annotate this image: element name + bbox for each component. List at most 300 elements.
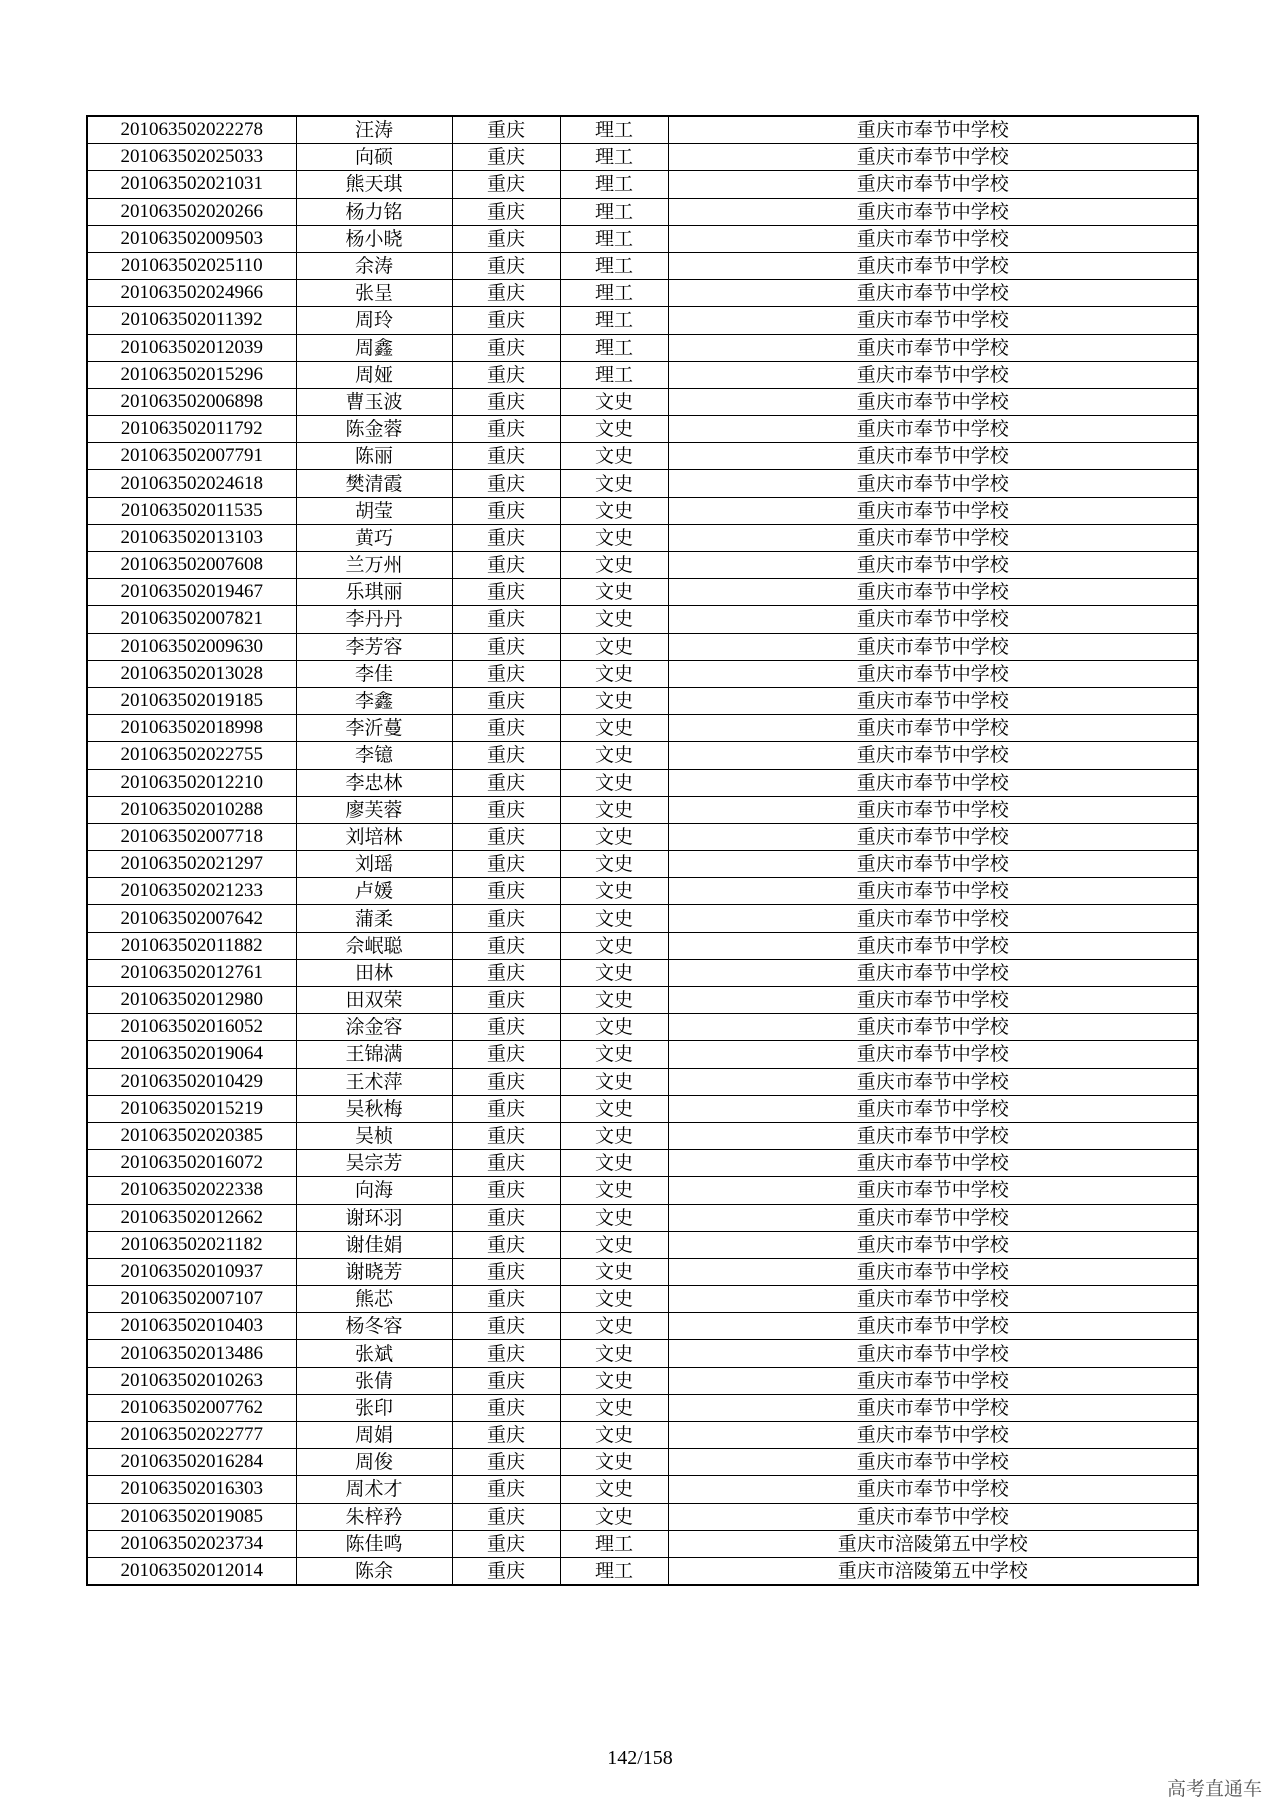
region-cell: 重庆 (452, 1557, 560, 1585)
candidate-id-cell: 201063502015296 (87, 361, 296, 388)
track-cell: 文史 (560, 552, 668, 579)
region-cell: 重庆 (452, 497, 560, 524)
candidate-id-cell: 201063502016052 (87, 1014, 296, 1041)
region-cell: 重庆 (452, 633, 560, 660)
track-cell: 文史 (560, 715, 668, 742)
region-cell: 重庆 (452, 443, 560, 470)
candidate-id-cell: 201063502007107 (87, 1286, 296, 1313)
region-cell: 重庆 (452, 416, 560, 443)
track-cell: 文史 (560, 1014, 668, 1041)
region-cell: 重庆 (452, 1150, 560, 1177)
candidate-id-cell: 201063502007762 (87, 1394, 296, 1421)
school-cell: 重庆市奉节中学校 (668, 1177, 1198, 1204)
track-cell: 文史 (560, 416, 668, 443)
track-cell: 文史 (560, 1367, 668, 1394)
school-cell: 重庆市奉节中学校 (668, 796, 1198, 823)
school-cell: 重庆市奉节中学校 (668, 1122, 1198, 1149)
name-cell: 汪涛 (296, 116, 452, 144)
name-cell: 陈金蓉 (296, 416, 452, 443)
name-cell: 张呈 (296, 280, 452, 307)
table-row (87, 361, 1198, 388)
candidate-id-cell: 201063502012039 (87, 334, 296, 361)
candidate-id-cell: 201063502016303 (87, 1476, 296, 1503)
school-cell: 重庆市涪陵第五中学校 (668, 1557, 1198, 1585)
page-number: 142/158 (607, 1747, 673, 1769)
track-cell: 理工 (560, 280, 668, 307)
table-row (87, 1449, 1198, 1476)
track-cell: 文史 (560, 687, 668, 714)
name-cell: 涂金容 (296, 1014, 452, 1041)
table-row (87, 1177, 1198, 1204)
candidate-id-cell: 201063502022777 (87, 1422, 296, 1449)
school-cell: 重庆市奉节中学校 (668, 851, 1198, 878)
region-cell: 重庆 (452, 280, 560, 307)
region-cell: 重庆 (452, 1313, 560, 1340)
school-cell: 重庆市奉节中学校 (668, 878, 1198, 905)
candidate-id-cell: 201063502012980 (87, 987, 296, 1014)
region-cell: 重庆 (452, 1231, 560, 1258)
name-cell: 田双荣 (296, 987, 452, 1014)
name-cell: 杨力铭 (296, 198, 452, 225)
region-cell: 重庆 (452, 687, 560, 714)
track-cell: 文史 (560, 932, 668, 959)
track-cell: 文史 (560, 1150, 668, 1177)
table-row (87, 1286, 1198, 1313)
region-cell: 重庆 (452, 1394, 560, 1421)
school-cell: 重庆市奉节中学校 (668, 715, 1198, 742)
track-cell: 理工 (560, 198, 668, 225)
candidate-id-cell: 201063502012014 (87, 1557, 296, 1585)
table-row (87, 388, 1198, 415)
candidate-id-cell: 201063502007791 (87, 443, 296, 470)
track-cell: 文史 (560, 987, 668, 1014)
table-row (87, 1014, 1198, 1041)
region-cell: 重庆 (452, 171, 560, 198)
school-cell: 重庆市奉节中学校 (668, 1231, 1198, 1258)
candidate-id-cell: 201063502021297 (87, 851, 296, 878)
name-cell: 周娟 (296, 1422, 452, 1449)
candidate-id-cell: 201063502015219 (87, 1095, 296, 1122)
school-cell: 重庆市奉节中学校 (668, 416, 1198, 443)
track-cell: 文史 (560, 959, 668, 986)
track-cell: 文史 (560, 1286, 668, 1313)
track-cell: 文史 (560, 1503, 668, 1530)
candidate-id-cell: 201063502011392 (87, 307, 296, 334)
name-cell: 李沂蔓 (296, 715, 452, 742)
candidate-id-cell: 201063502022755 (87, 742, 296, 769)
school-cell: 重庆市奉节中学校 (668, 606, 1198, 633)
name-cell: 张印 (296, 1394, 452, 1421)
name-cell: 张倩 (296, 1367, 452, 1394)
candidate-id-cell: 201063502021233 (87, 878, 296, 905)
candidate-id-cell: 201063502020385 (87, 1122, 296, 1149)
track-cell: 文史 (560, 579, 668, 606)
candidate-id-cell: 201063502012761 (87, 959, 296, 986)
name-cell: 廖芙蓉 (296, 796, 452, 823)
candidate-id-cell: 201063502019467 (87, 579, 296, 606)
school-cell: 重庆市奉节中学校 (668, 307, 1198, 334)
name-cell: 刘瑶 (296, 851, 452, 878)
school-cell: 重庆市奉节中学校 (668, 388, 1198, 415)
name-cell: 向硕 (296, 144, 452, 171)
table-row (87, 307, 1198, 334)
region-cell: 重庆 (452, 823, 560, 850)
school-cell: 重庆市奉节中学校 (668, 1095, 1198, 1122)
track-cell: 文史 (560, 905, 668, 932)
school-cell: 重庆市奉节中学校 (668, 959, 1198, 986)
name-cell: 杨冬容 (296, 1313, 452, 1340)
school-cell: 重庆市奉节中学校 (668, 987, 1198, 1014)
table-row (87, 1122, 1198, 1149)
region-cell: 重庆 (452, 334, 560, 361)
track-cell: 文史 (560, 1177, 668, 1204)
table-row (87, 280, 1198, 307)
name-cell: 谢佳娟 (296, 1231, 452, 1258)
region-cell: 重庆 (452, 524, 560, 551)
track-cell: 文史 (560, 823, 668, 850)
name-cell: 胡莹 (296, 497, 452, 524)
table-row (87, 1231, 1198, 1258)
table-row (87, 1068, 1198, 1095)
region-cell: 重庆 (452, 388, 560, 415)
watermark: 高考直通车 (1166, 1778, 1262, 1800)
track-cell: 文史 (560, 1449, 668, 1476)
candidate-id-cell: 201063502010937 (87, 1258, 296, 1285)
candidate-id-cell: 201063502018998 (87, 715, 296, 742)
track-cell: 理工 (560, 252, 668, 279)
school-cell: 重庆市奉节中学校 (668, 171, 1198, 198)
table-row (87, 225, 1198, 252)
school-cell: 重庆市奉节中学校 (668, 687, 1198, 714)
name-cell: 李芳容 (296, 633, 452, 660)
track-cell: 理工 (560, 1530, 668, 1557)
track-cell: 理工 (560, 116, 668, 144)
table-row (87, 987, 1198, 1014)
table-row (87, 1530, 1198, 1557)
candidate-id-cell: 201063502025033 (87, 144, 296, 171)
school-cell: 重庆市奉节中学校 (668, 144, 1198, 171)
region-cell: 重庆 (452, 851, 560, 878)
name-cell: 李镱 (296, 742, 452, 769)
candidate-id-cell: 201063502011792 (87, 416, 296, 443)
school-cell: 重庆市奉节中学校 (668, 1014, 1198, 1041)
region-cell: 重庆 (452, 470, 560, 497)
table-row (87, 579, 1198, 606)
region-cell: 重庆 (452, 116, 560, 144)
track-cell: 文史 (560, 524, 668, 551)
track-cell: 文史 (560, 388, 668, 415)
candidate-id-cell: 201063502019185 (87, 687, 296, 714)
region-cell: 重庆 (452, 878, 560, 905)
table-body (87, 116, 1198, 1585)
school-cell: 重庆市奉节中学校 (668, 334, 1198, 361)
region-cell: 重庆 (452, 742, 560, 769)
school-cell: 重庆市奉节中学校 (668, 497, 1198, 524)
school-cell: 重庆市奉节中学校 (668, 1041, 1198, 1068)
table-row (87, 687, 1198, 714)
track-cell: 文史 (560, 1422, 668, 1449)
school-cell: 重庆市奉节中学校 (668, 116, 1198, 144)
name-cell: 陈余 (296, 1557, 452, 1585)
track-cell: 文史 (560, 1313, 668, 1340)
name-cell: 周玲 (296, 307, 452, 334)
table-row (87, 1394, 1198, 1421)
region-cell: 重庆 (452, 1367, 560, 1394)
table-row (87, 552, 1198, 579)
candidate-id-cell: 201063502022338 (87, 1177, 296, 1204)
region-cell: 重庆 (452, 144, 560, 171)
table-row (87, 1422, 1198, 1449)
school-cell: 重庆市奉节中学校 (668, 633, 1198, 660)
candidate-id-cell: 201063502007642 (87, 905, 296, 932)
region-cell: 重庆 (452, 1286, 560, 1313)
school-cell: 重庆市奉节中学校 (668, 225, 1198, 252)
candidate-id-cell: 201063502010288 (87, 796, 296, 823)
table-row (87, 416, 1198, 443)
candidate-id-cell: 201063502013028 (87, 660, 296, 687)
region-cell: 重庆 (452, 1503, 560, 1530)
table-row (87, 497, 1198, 524)
table-row (87, 1041, 1198, 1068)
school-cell: 重庆市奉节中学校 (668, 1449, 1198, 1476)
candidate-id-cell: 201063502010263 (87, 1367, 296, 1394)
name-cell: 樊清霞 (296, 470, 452, 497)
school-cell: 重庆市奉节中学校 (668, 1367, 1198, 1394)
table-row (87, 144, 1198, 171)
name-cell: 李鑫 (296, 687, 452, 714)
track-cell: 文史 (560, 606, 668, 633)
school-cell: 重庆市奉节中学校 (668, 742, 1198, 769)
candidate-id-cell: 201063502021182 (87, 1231, 296, 1258)
name-cell: 谢环羽 (296, 1204, 452, 1231)
school-cell: 重庆市奉节中学校 (668, 1340, 1198, 1367)
candidate-id-cell: 201063502019085 (87, 1503, 296, 1530)
school-cell: 重庆市奉节中学校 (668, 1150, 1198, 1177)
track-cell: 文史 (560, 769, 668, 796)
track-cell: 理工 (560, 361, 668, 388)
candidate-table (86, 115, 1199, 1586)
track-cell: 文史 (560, 633, 668, 660)
track-cell: 理工 (560, 307, 668, 334)
table-row (87, 742, 1198, 769)
region-cell: 重庆 (452, 1422, 560, 1449)
name-cell: 李忠林 (296, 769, 452, 796)
name-cell: 曹玉波 (296, 388, 452, 415)
region-cell: 重庆 (452, 1068, 560, 1095)
name-cell: 乐琪丽 (296, 579, 452, 606)
school-cell: 重庆市奉节中学校 (668, 280, 1198, 307)
candidate-id-cell: 201063502022278 (87, 116, 296, 144)
candidate-id-cell: 201063502007718 (87, 823, 296, 850)
table-row (87, 252, 1198, 279)
track-cell: 理工 (560, 334, 668, 361)
track-cell: 文史 (560, 742, 668, 769)
region-cell: 重庆 (452, 769, 560, 796)
candidate-id-cell: 201063502013103 (87, 524, 296, 551)
table-row (87, 1258, 1198, 1285)
name-cell: 刘培林 (296, 823, 452, 850)
name-cell: 李佳 (296, 660, 452, 687)
track-cell: 文史 (560, 1476, 668, 1503)
name-cell: 熊芯 (296, 1286, 452, 1313)
region-cell: 重庆 (452, 252, 560, 279)
candidate-id-cell: 201063502009503 (87, 225, 296, 252)
name-cell: 吴秋梅 (296, 1095, 452, 1122)
track-cell: 文史 (560, 443, 668, 470)
table-row (87, 443, 1198, 470)
name-cell: 吴宗芳 (296, 1150, 452, 1177)
candidate-id-cell: 201063502020266 (87, 198, 296, 225)
track-cell: 文史 (560, 497, 668, 524)
candidate-id-cell: 201063502011535 (87, 497, 296, 524)
name-cell: 李丹丹 (296, 606, 452, 633)
track-cell: 理工 (560, 144, 668, 171)
track-cell: 理工 (560, 225, 668, 252)
candidate-id-cell: 201063502023734 (87, 1530, 296, 1557)
school-cell: 重庆市奉节中学校 (668, 932, 1198, 959)
name-cell: 蒲柔 (296, 905, 452, 932)
school-cell: 重庆市奉节中学校 (668, 1313, 1198, 1340)
track-cell: 文史 (560, 1095, 668, 1122)
table-row (87, 715, 1198, 742)
track-cell: 理工 (560, 171, 668, 198)
region-cell: 重庆 (452, 225, 560, 252)
school-cell: 重庆市奉节中学校 (668, 823, 1198, 850)
track-cell: 文史 (560, 470, 668, 497)
name-cell: 张斌 (296, 1340, 452, 1367)
candidate-id-cell: 201063502006898 (87, 388, 296, 415)
school-cell: 重庆市奉节中学校 (668, 198, 1198, 225)
name-cell: 兰万州 (296, 552, 452, 579)
table-row (87, 769, 1198, 796)
school-cell: 重庆市奉节中学校 (668, 660, 1198, 687)
name-cell: 王锦满 (296, 1041, 452, 1068)
table-row (87, 932, 1198, 959)
region-cell: 重庆 (452, 796, 560, 823)
region-cell: 重庆 (452, 1340, 560, 1367)
school-cell: 重庆市奉节中学校 (668, 524, 1198, 551)
candidate-id-cell: 201063502024618 (87, 470, 296, 497)
school-cell: 重庆市奉节中学校 (668, 1476, 1198, 1503)
table-row (87, 1150, 1198, 1177)
table-row (87, 878, 1198, 905)
track-cell: 文史 (560, 878, 668, 905)
name-cell: 熊天琪 (296, 171, 452, 198)
name-cell: 陈佳鸣 (296, 1530, 452, 1557)
table-row (87, 796, 1198, 823)
name-cell: 谢晓芳 (296, 1258, 452, 1285)
name-cell: 吴桢 (296, 1122, 452, 1149)
region-cell: 重庆 (452, 715, 560, 742)
school-cell: 重庆市奉节中学校 (668, 361, 1198, 388)
table-row (87, 1313, 1198, 1340)
name-cell: 周术才 (296, 1476, 452, 1503)
table-row (87, 959, 1198, 986)
school-cell: 重庆市奉节中学校 (668, 1394, 1198, 1421)
region-cell: 重庆 (452, 1122, 560, 1149)
region-cell: 重庆 (452, 932, 560, 959)
candidate-id-cell: 201063502025110 (87, 252, 296, 279)
table-row (87, 1367, 1198, 1394)
candidate-id-cell: 201063502024966 (87, 280, 296, 307)
region-cell: 重庆 (452, 307, 560, 334)
school-cell: 重庆市奉节中学校 (668, 1068, 1198, 1095)
table-row (87, 1095, 1198, 1122)
region-cell: 重庆 (452, 1177, 560, 1204)
school-cell: 重庆市奉节中学校 (668, 905, 1198, 932)
name-cell: 朱梓矜 (296, 1503, 452, 1530)
region-cell: 重庆 (452, 1449, 560, 1476)
name-cell: 周俊 (296, 1449, 452, 1476)
region-cell: 重庆 (452, 1258, 560, 1285)
table-row (87, 606, 1198, 633)
region-cell: 重庆 (452, 660, 560, 687)
table-row (87, 633, 1198, 660)
region-cell: 重庆 (452, 579, 560, 606)
table-row (87, 1340, 1198, 1367)
table-row (87, 660, 1198, 687)
table-row (87, 198, 1198, 225)
table-row (87, 1503, 1198, 1530)
region-cell: 重庆 (452, 1041, 560, 1068)
name-cell: 黄巧 (296, 524, 452, 551)
school-cell: 重庆市奉节中学校 (668, 1258, 1198, 1285)
name-cell: 王术萍 (296, 1068, 452, 1095)
table-row (87, 116, 1198, 144)
region-cell: 重庆 (452, 606, 560, 633)
name-cell: 余涛 (296, 252, 452, 279)
table-row (87, 823, 1198, 850)
track-cell: 文史 (560, 796, 668, 823)
name-cell: 向海 (296, 1177, 452, 1204)
track-cell: 文史 (560, 1204, 668, 1231)
name-cell: 佘岷聪 (296, 932, 452, 959)
candidate-id-cell: 201063502010403 (87, 1313, 296, 1340)
name-cell: 周娅 (296, 361, 452, 388)
track-cell: 文史 (560, 1394, 668, 1421)
region-cell: 重庆 (452, 1095, 560, 1122)
candidate-id-cell: 201063502012210 (87, 769, 296, 796)
candidate-id-cell: 201063502021031 (87, 171, 296, 198)
candidate-id-cell: 201063502007821 (87, 606, 296, 633)
candidate-id-cell: 201063502010429 (87, 1068, 296, 1095)
track-cell: 文史 (560, 1231, 668, 1258)
table-row (87, 334, 1198, 361)
region-cell: 重庆 (452, 959, 560, 986)
table-row (87, 470, 1198, 497)
school-cell: 重庆市奉节中学校 (668, 552, 1198, 579)
track-cell: 文史 (560, 1122, 668, 1149)
school-cell: 重庆市奉节中学校 (668, 1204, 1198, 1231)
track-cell: 文史 (560, 1068, 668, 1095)
track-cell: 文史 (560, 1041, 668, 1068)
region-cell: 重庆 (452, 198, 560, 225)
table-row (87, 1476, 1198, 1503)
region-cell: 重庆 (452, 905, 560, 932)
school-cell: 重庆市奉节中学校 (668, 252, 1198, 279)
candidate-id-cell: 201063502007608 (87, 552, 296, 579)
region-cell: 重庆 (452, 987, 560, 1014)
candidate-id-cell: 201063502019064 (87, 1041, 296, 1068)
school-cell: 重庆市奉节中学校 (668, 769, 1198, 796)
name-cell: 杨小晓 (296, 225, 452, 252)
table-row (87, 171, 1198, 198)
track-cell: 理工 (560, 1557, 668, 1585)
track-cell: 文史 (560, 1340, 668, 1367)
table-row (87, 905, 1198, 932)
region-cell: 重庆 (452, 1204, 560, 1231)
table-row (87, 1204, 1198, 1231)
